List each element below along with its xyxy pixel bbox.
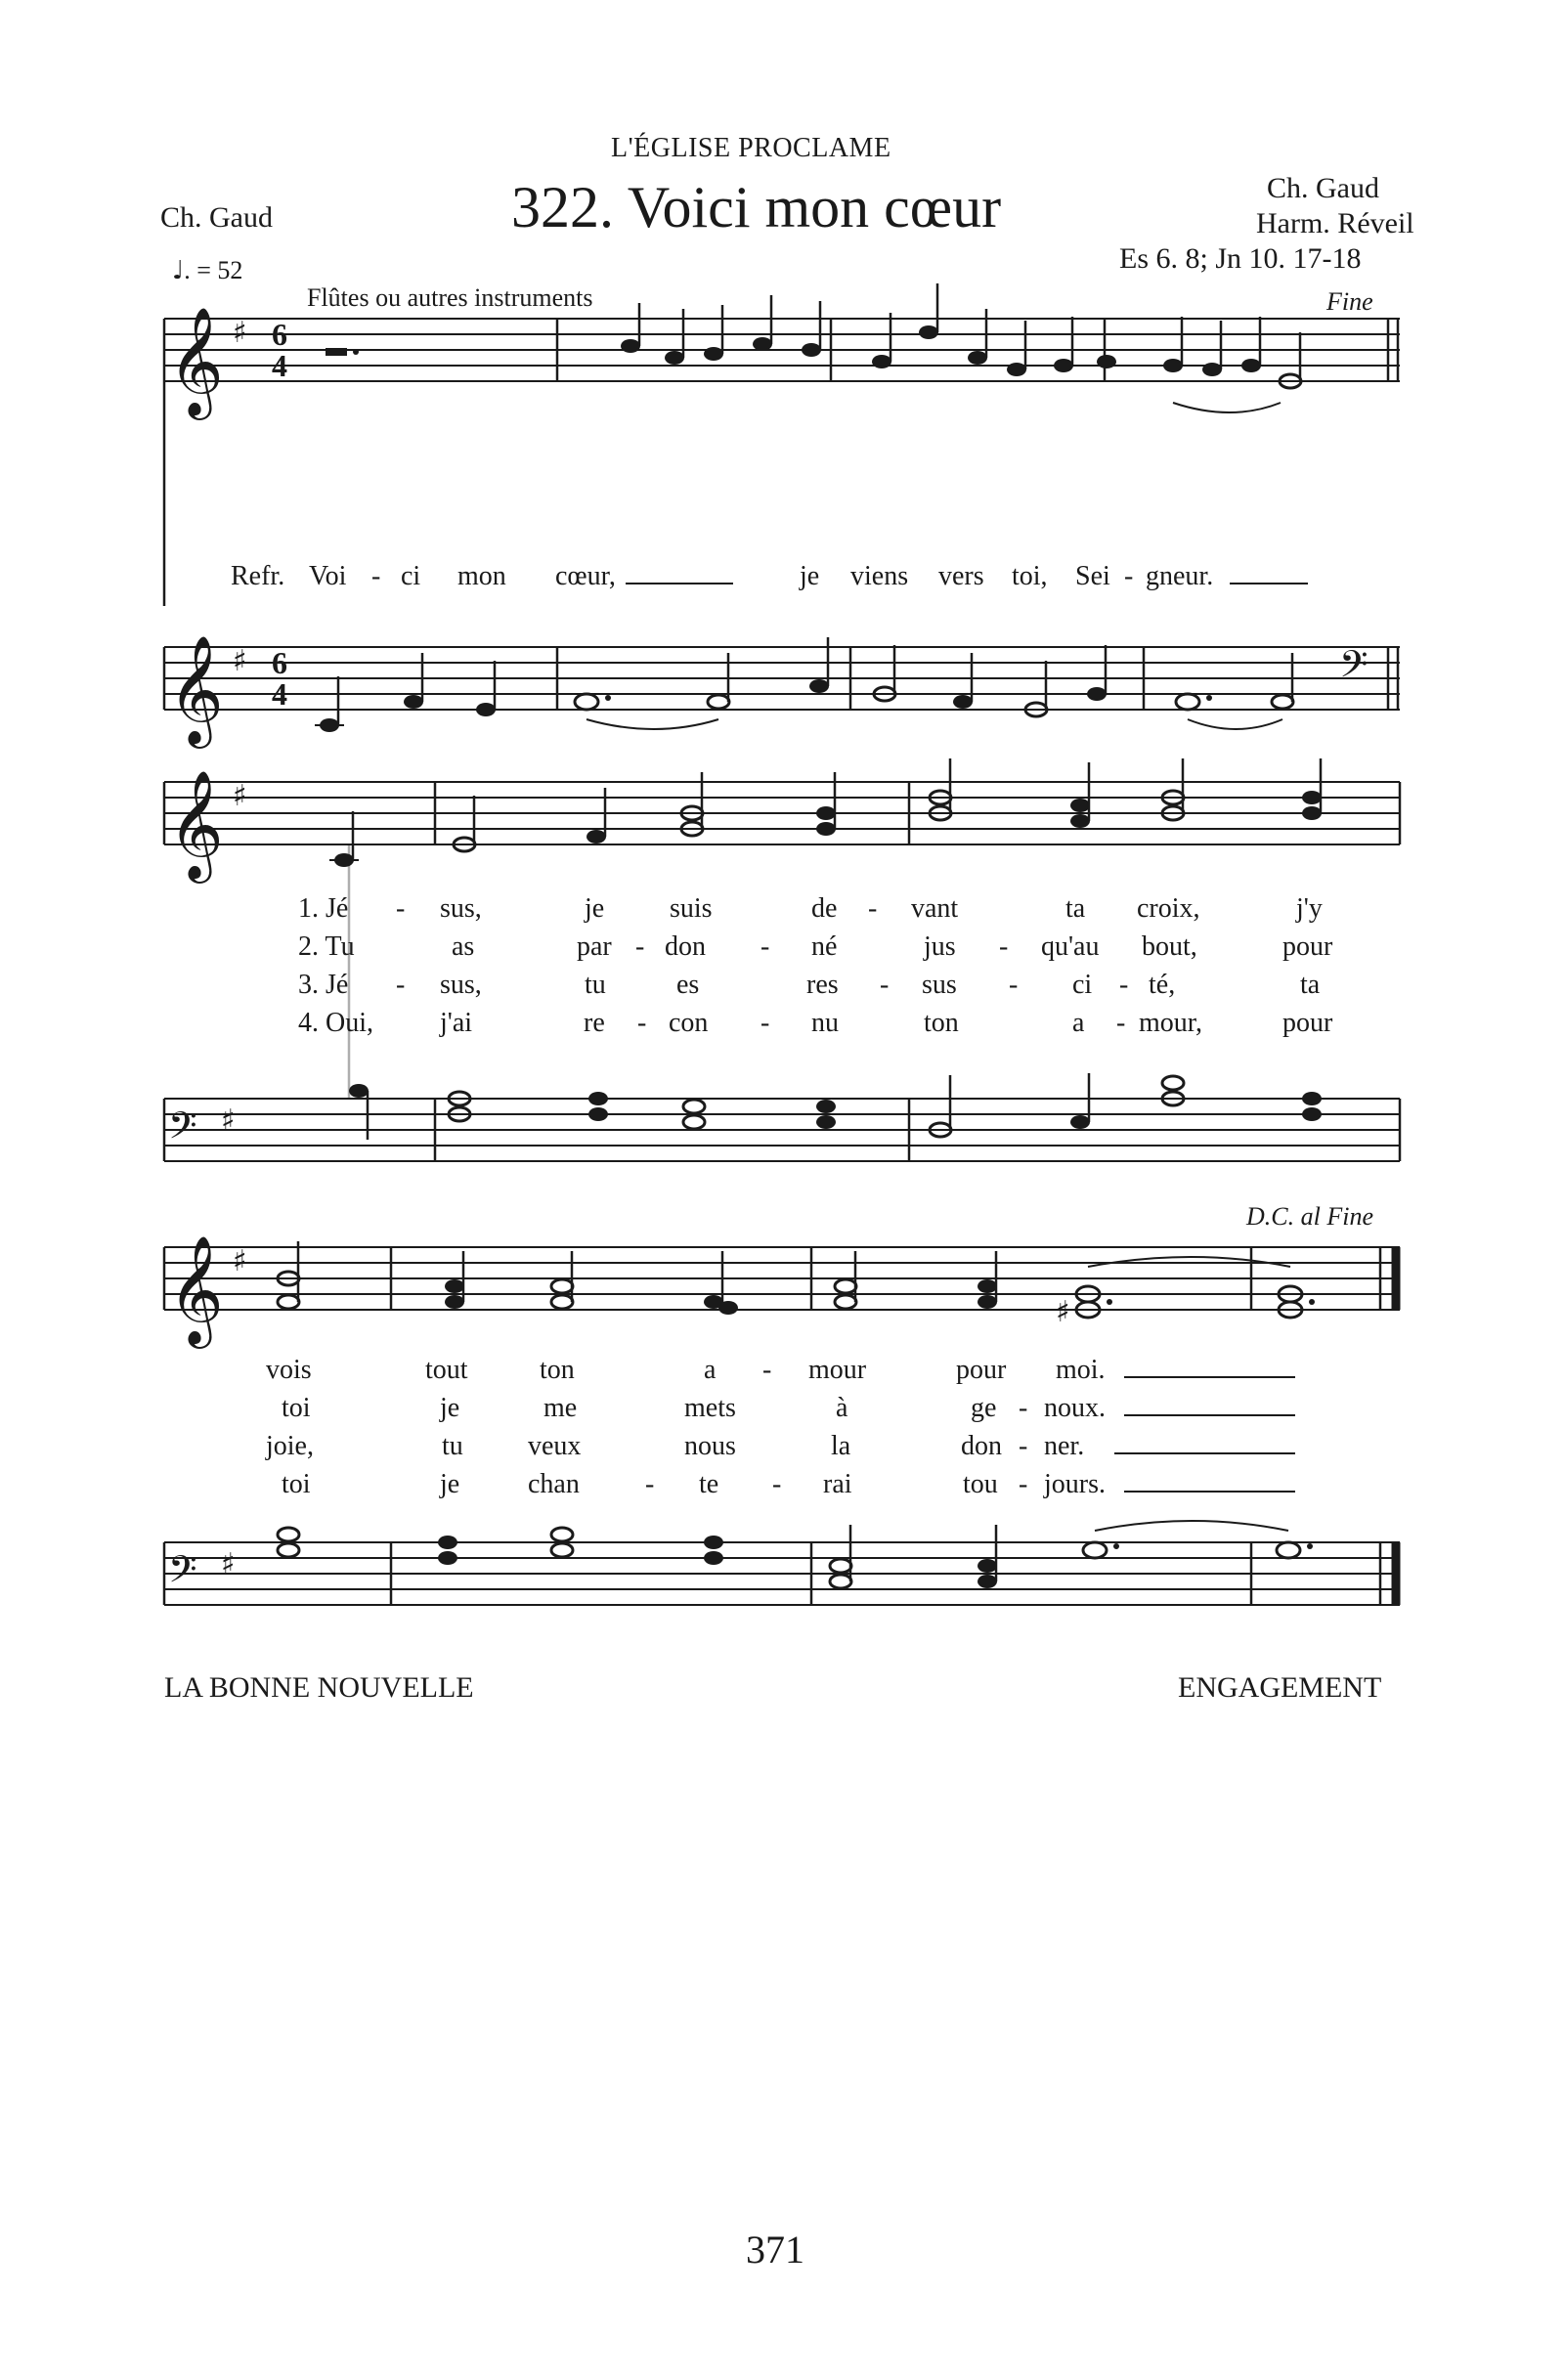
- refrain-notes: [315, 637, 1293, 732]
- composer-right: Ch. Gaud: [1267, 172, 1379, 204]
- instrument-label: Flûtes ou autres instruments: [307, 283, 593, 312]
- syllable: croix,: [1137, 893, 1200, 924]
- syllable: sus,: [440, 893, 482, 924]
- syllable: j'ai: [440, 1008, 473, 1038]
- syllable: rai: [823, 1469, 852, 1499]
- hyphen: -: [1019, 1393, 1028, 1423]
- staff-verse1-bass: [164, 1099, 1400, 1161]
- tempo-marking: ♩. = 52: [172, 256, 243, 285]
- treble-clef-icon: 𝄞: [168, 769, 224, 879]
- syllable: tou: [963, 1469, 998, 1499]
- syllable: je: [440, 1393, 460, 1423]
- sharp-icon: ♯: [221, 1103, 236, 1138]
- syllable: ci: [401, 561, 421, 591]
- syllable: té,: [1149, 970, 1176, 1000]
- staff-refrain: [164, 647, 1400, 710]
- hyphen: -: [1019, 1431, 1028, 1461]
- dotted-quarter-note-icon: ♩: [172, 256, 185, 285]
- syllable: bout,: [1142, 931, 1197, 962]
- sharp-icon: ♯: [233, 1244, 247, 1278]
- hyphen: -: [1119, 970, 1129, 1000]
- syllable: ta: [1065, 893, 1086, 924]
- section-heading: L'ÉGLISE PROCLAME: [611, 133, 891, 163]
- syllable: as: [452, 931, 475, 962]
- syllable: noux.: [1044, 1393, 1106, 1423]
- bass-clef-icon: 𝄢: [1339, 642, 1368, 695]
- hyphen: -: [396, 970, 406, 1000]
- syllable: je: [800, 561, 820, 591]
- syllable: re: [584, 1008, 605, 1038]
- syllable: veux: [528, 1431, 582, 1461]
- syllable: vers: [938, 561, 984, 591]
- syllable: par: [577, 931, 612, 962]
- hyphen: -: [637, 1008, 647, 1038]
- syllable: gneur.: [1146, 561, 1214, 591]
- footer-right-category: ENGAGEMENT: [1178, 1671, 1382, 1704]
- syllable: ci: [1072, 970, 1093, 1000]
- treble-clef-icon: 𝄞: [168, 634, 224, 744]
- hyphen: -: [645, 1469, 655, 1499]
- hyphen: -: [760, 1008, 770, 1038]
- fine-marking: Fine: [1326, 287, 1373, 316]
- syllable: ton: [924, 1008, 959, 1038]
- syllable: pour: [1282, 931, 1333, 962]
- syllable: don: [665, 931, 706, 962]
- syllable: nous: [684, 1431, 736, 1461]
- syllable: tu: [442, 1431, 463, 1461]
- svg-text:4: 4: [272, 676, 287, 712]
- syllable: vant: [911, 893, 959, 924]
- hyphen: -: [371, 561, 381, 591]
- treble-clef-icon: 𝄞: [168, 1234, 224, 1344]
- syllable: à: [836, 1393, 848, 1423]
- syllable: a: [704, 1355, 717, 1385]
- harmonization-credit: Harm. Réveil: [1256, 207, 1414, 239]
- hyphen: -: [1009, 970, 1019, 1000]
- hyphen: -: [396, 893, 406, 924]
- syllable: sus: [922, 970, 957, 1000]
- sharp-icon: ♯: [233, 779, 247, 813]
- syllable: cœur,: [555, 561, 616, 591]
- hyphen: -: [760, 931, 770, 962]
- sharp-icon: ♯: [233, 316, 247, 350]
- syllable: tout: [425, 1355, 468, 1385]
- syllable: mon: [457, 561, 506, 591]
- svg-text:6: 6: [272, 317, 287, 352]
- hyphen: -: [772, 1469, 782, 1499]
- bass-clef-icon: 𝄢: [168, 1547, 197, 1600]
- syllable: mour: [808, 1355, 867, 1385]
- svg-text:6: 6: [272, 645, 287, 680]
- syllable: te: [699, 1469, 719, 1499]
- syllable: mour,: [1139, 1008, 1202, 1038]
- refrain-label: Refr.: [231, 561, 285, 591]
- melisma-line: [1124, 1414, 1295, 1416]
- syllable: con: [669, 1008, 709, 1038]
- melisma-line: [1114, 1452, 1295, 1454]
- syllable: sus,: [440, 970, 482, 1000]
- syllable: chan: [528, 1469, 580, 1499]
- syllable: je: [440, 1469, 460, 1499]
- hyphen: -: [1019, 1469, 1028, 1499]
- svg-text:♯: ♯: [1056, 1295, 1070, 1329]
- syllable: moi.: [1056, 1355, 1106, 1385]
- syllable: 1. Jé: [298, 893, 349, 924]
- syllable: ner.: [1044, 1431, 1085, 1461]
- syllable: je: [585, 893, 605, 924]
- syllable: pour: [956, 1355, 1007, 1385]
- syllable: Sei: [1075, 561, 1110, 591]
- syllable: toi,: [1012, 561, 1048, 591]
- syllable: viens: [850, 561, 909, 591]
- page-number: 371: [746, 2228, 804, 2272]
- composer-left: Ch. Gaud: [160, 201, 273, 234]
- treble-clef-icon: 𝄞: [168, 306, 224, 415]
- hyphen: -: [1116, 1008, 1126, 1038]
- syllable: qu'au: [1041, 931, 1100, 962]
- syllable: j'y: [1296, 893, 1323, 924]
- footer-left-category: LA BONNE NOUVELLE: [164, 1671, 474, 1704]
- syllable: nu: [811, 1008, 839, 1038]
- staff-verse2-bass: [164, 1542, 1400, 1605]
- melisma-line: [1230, 583, 1308, 584]
- scripture-reference: Es 6. 8; Jn 10. 17-18: [1119, 242, 1362, 275]
- bass-clef-icon: 𝄢: [168, 1103, 197, 1156]
- syllable: suis: [670, 893, 713, 924]
- syllable: don: [961, 1431, 1002, 1461]
- sharp-icon: ♯: [221, 1547, 236, 1581]
- hyphen: -: [1124, 561, 1134, 591]
- hymn-title: 322. Voici mon cœur: [511, 175, 1002, 239]
- syllable: 2. Tu: [298, 931, 355, 962]
- svg-text:4: 4: [272, 348, 287, 383]
- sharp-icon: ♯: [233, 644, 247, 678]
- syllable: la: [831, 1431, 851, 1461]
- syllable: 4. Oui,: [298, 1008, 373, 1038]
- syllable: jours.: [1044, 1469, 1106, 1499]
- syllable: me: [543, 1393, 578, 1423]
- hyphen: -: [880, 970, 890, 1000]
- hyphen: -: [999, 931, 1009, 962]
- syllable: tu: [585, 970, 606, 1000]
- syllable: es: [676, 970, 700, 1000]
- syllable: né: [811, 931, 838, 962]
- melisma-line: [1124, 1376, 1295, 1378]
- syllable: 3. Jé: [298, 970, 349, 1000]
- syllable: joie,: [266, 1431, 314, 1461]
- syllable: ge: [971, 1393, 997, 1423]
- hyphen: -: [635, 931, 645, 962]
- syllable: a: [1072, 1008, 1085, 1038]
- syllable: vois: [266, 1355, 312, 1385]
- hyphen: -: [868, 893, 878, 924]
- syllable: mets: [684, 1393, 736, 1423]
- melisma-line: [1124, 1491, 1295, 1493]
- syllable: res: [806, 970, 839, 1000]
- hyphen: -: [762, 1355, 772, 1385]
- syllable: ton: [540, 1355, 575, 1385]
- staff-verse1-treble: [164, 782, 1400, 844]
- instrumental-notes: [621, 283, 1301, 412]
- syllable: Voi: [309, 561, 347, 591]
- syllable: toi: [282, 1469, 311, 1499]
- syllable: toi: [282, 1393, 311, 1423]
- syllable: pour: [1282, 1008, 1333, 1038]
- syllable: ta: [1300, 970, 1321, 1000]
- syllable: de: [811, 893, 838, 924]
- syllable: jus: [924, 931, 956, 962]
- da-capo-marking: D.C. al Fine: [1246, 1202, 1373, 1231]
- melisma-line: [626, 583, 733, 584]
